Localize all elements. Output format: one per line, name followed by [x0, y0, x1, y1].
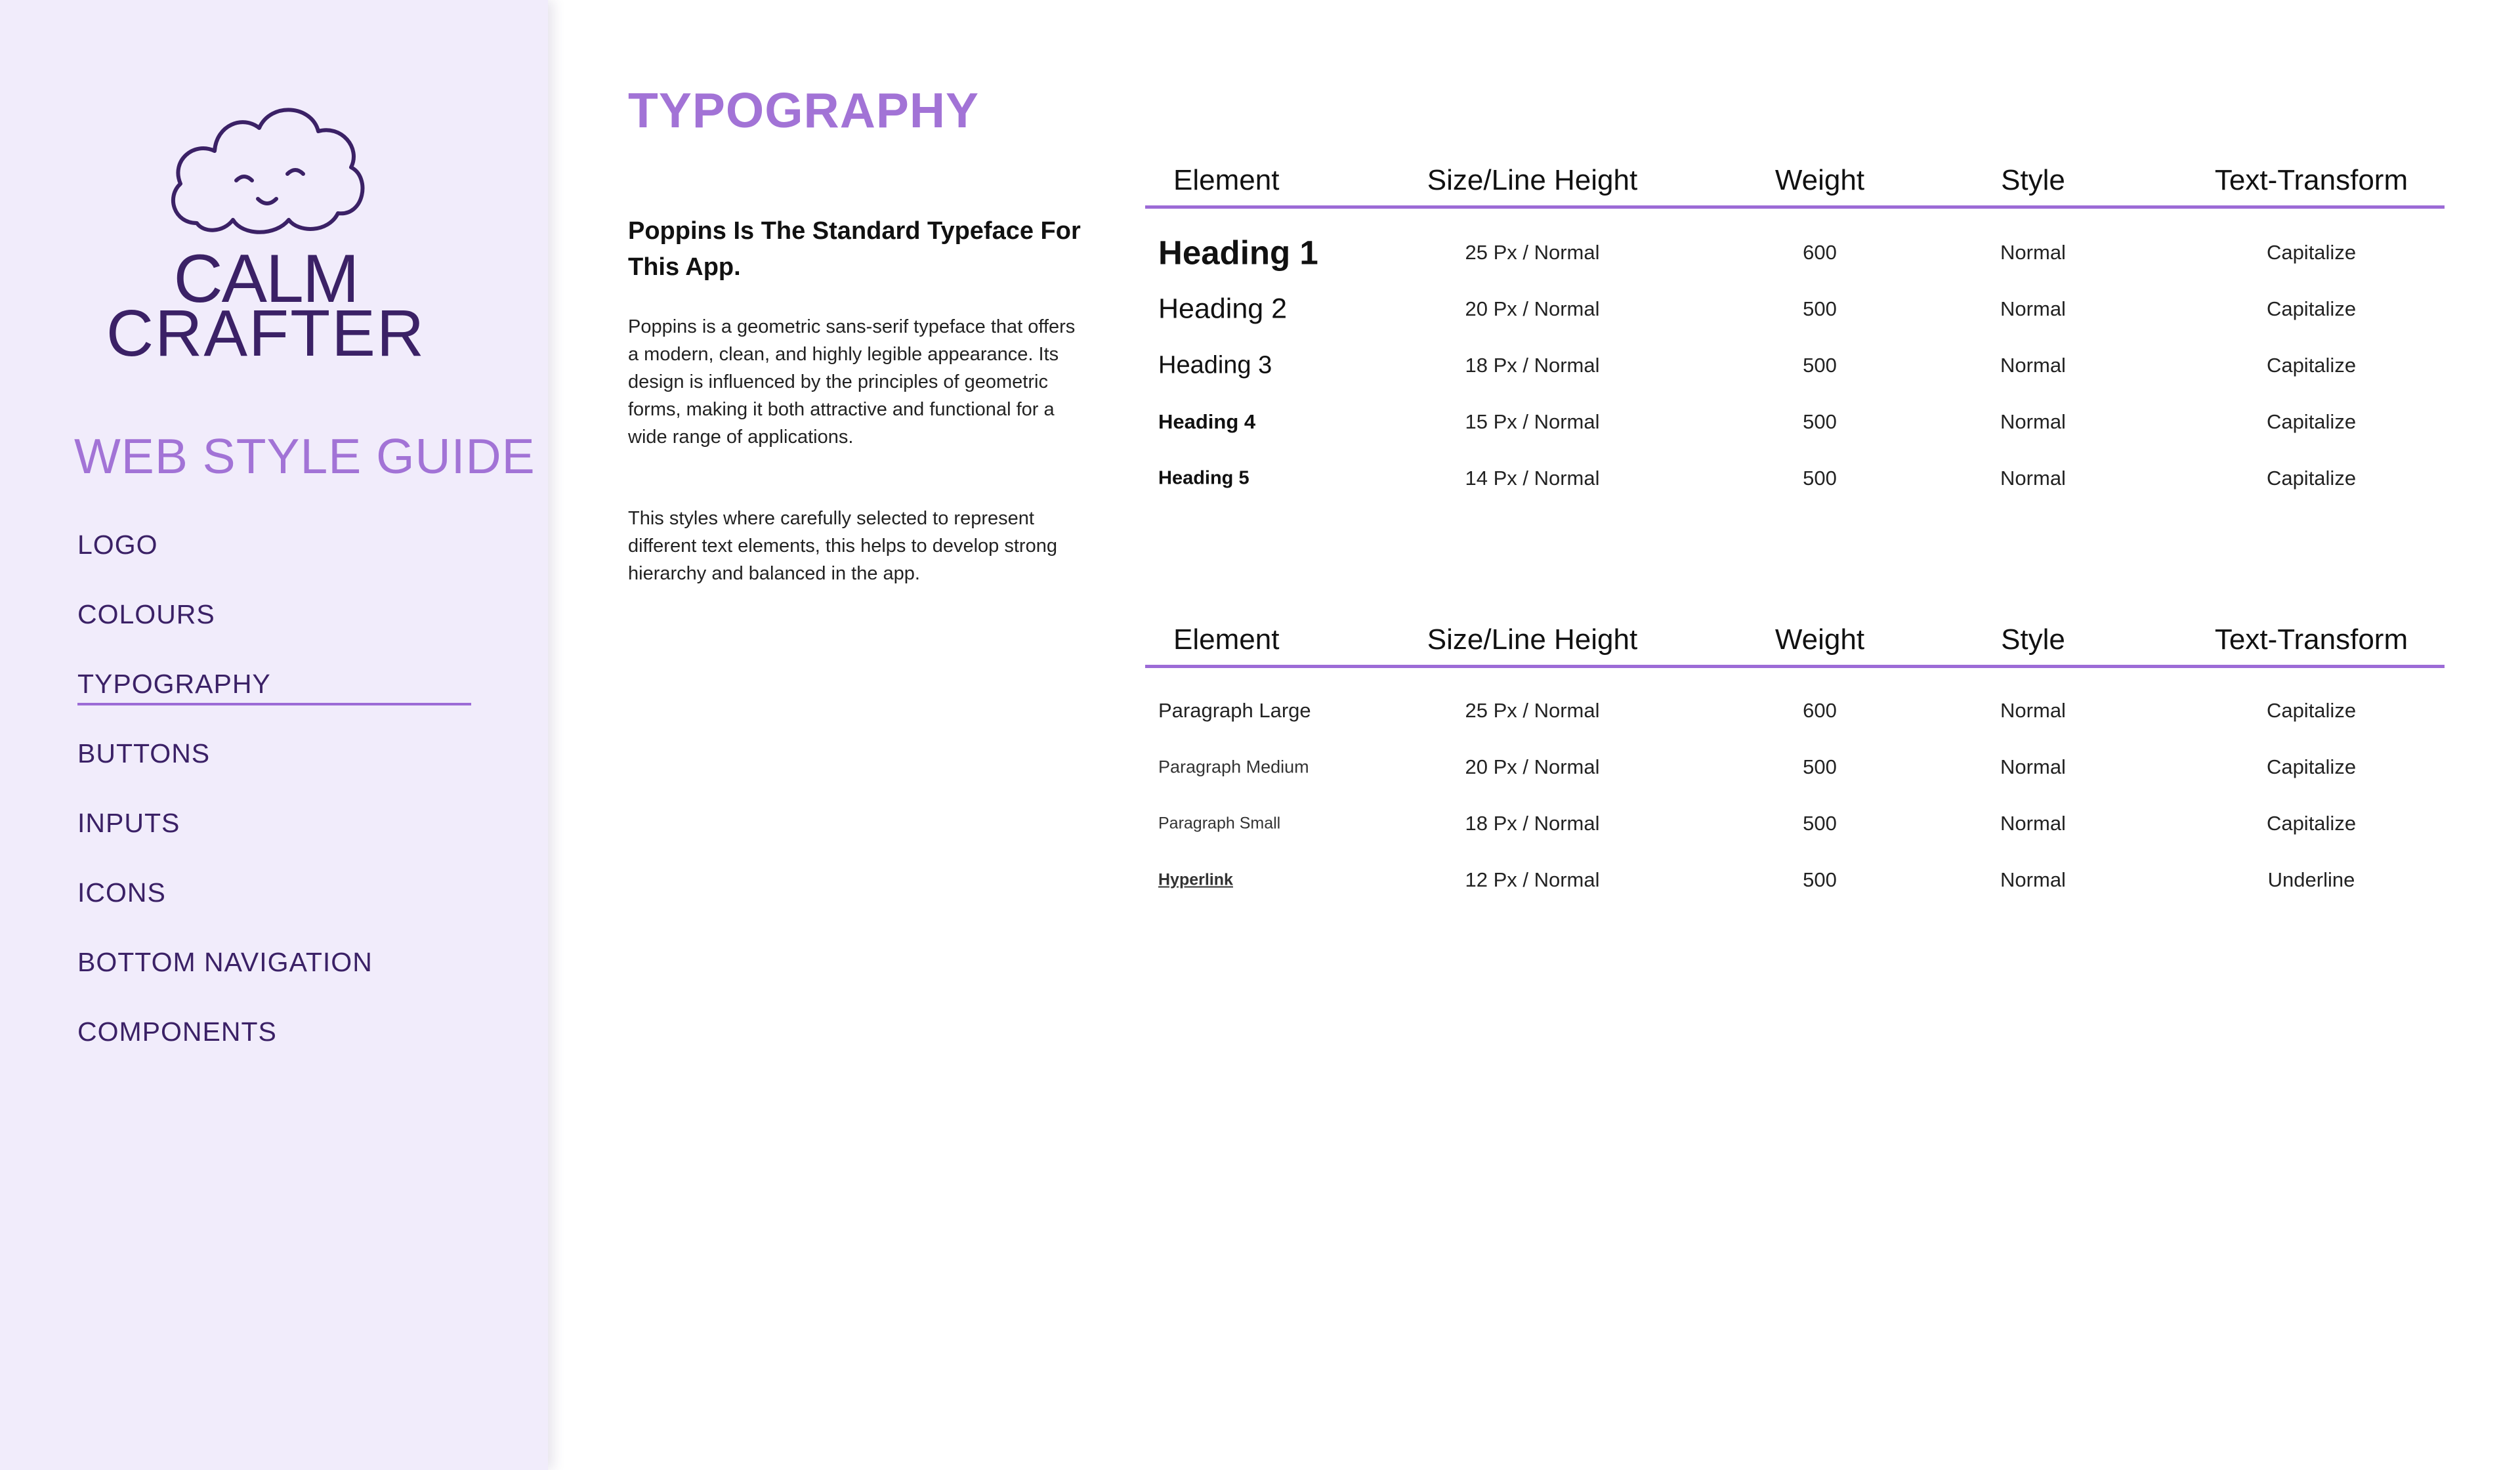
size-cell: 18 Px / Normal — [1465, 812, 1600, 835]
sidebar-item-logo[interactable]: LOGO — [77, 530, 158, 560]
logo-line-2: CRAFTER — [106, 297, 426, 358]
weight-cell: 500 — [1803, 868, 1837, 891]
column-header-style: Style — [2001, 164, 2065, 196]
weight-cell: 600 — [1803, 699, 1837, 722]
style-cell: Normal — [2000, 410, 2066, 433]
transform-cell: Capitalize — [2266, 297, 2357, 320]
column-header-element: Element — [1173, 164, 1280, 196]
table-row — [1145, 450, 2445, 507]
element-cell: Heading 4 — [1158, 410, 1256, 433]
sidebar-item-bottom-navigation[interactable]: BOTTOM NAVIGATION — [77, 947, 373, 977]
sidebar-item-inputs[interactable]: INPUTS — [77, 808, 180, 838]
column-header-style: Style — [2001, 623, 2065, 656]
table-row — [1145, 795, 2445, 852]
size-cell: 14 Px / Normal — [1465, 467, 1600, 490]
column-header-weight: Weight — [1774, 623, 1865, 656]
intro-paragraph: This styles where carefully selected to represent different text elements, this helps to develop strong hierarchy and balanced in the app. — [628, 508, 1057, 584]
weight-cell: 500 — [1803, 354, 1837, 377]
table-row — [1145, 852, 2445, 908]
table-row — [1145, 394, 2445, 450]
size-cell: 25 Px / Normal — [1465, 699, 1600, 722]
table-row — [1145, 224, 2445, 281]
intro-paragraph: Poppins is a geometric sans-serif typeface that offers a modern, clean, and highly legible appearance. Its design is influenced by the principles of geometric forms, making it both attractive and functional for a wide range of applications. — [628, 316, 1076, 448]
column-header-text-transform: Text-Transform — [2214, 164, 2408, 196]
column-header-element: Element — [1173, 623, 1280, 656]
logo-line-1: CALM — [173, 241, 358, 317]
transform-cell: Capitalize — [2266, 812, 2357, 835]
column-header-size: Size/Line Height — [1427, 623, 1638, 656]
weight-cell: 500 — [1803, 410, 1837, 433]
sidebar-item-icons[interactable]: ICONS — [77, 877, 166, 908]
element-cell: Paragraph Large — [1158, 699, 1311, 722]
page-title: TYPOGRAPHY — [628, 83, 980, 138]
sidebar-item-buttons[interactable]: BUTTONS — [77, 738, 211, 768]
element-cell: Heading 2 — [1158, 293, 1288, 325]
column-header-weight: Weight — [1774, 164, 1865, 196]
table-row — [1145, 739, 2445, 795]
transform-cell: Capitalize — [2266, 354, 2357, 377]
size-cell: 12 Px / Normal — [1465, 868, 1600, 891]
intro-section — [628, 213, 1087, 587]
transform-cell: Capitalize — [2266, 755, 2357, 778]
size-cell: 20 Px / Normal — [1465, 755, 1600, 778]
style-cell: Normal — [2000, 812, 2066, 835]
transform-cell: Underline — [2267, 868, 2355, 891]
cloud-smile-icon — [102, 56, 430, 358]
table-header — [1145, 161, 2445, 209]
style-cell: Normal — [2000, 297, 2066, 320]
sidebar-title: WEB STYLE GUIDE — [74, 429, 536, 484]
transform-cell: Capitalize — [2266, 410, 2357, 433]
weight-cell: 500 — [1803, 755, 1837, 778]
element-cell: Paragraph Medium — [1158, 757, 1309, 777]
weight-cell: 500 — [1803, 297, 1837, 320]
hyperlink-sample[interactable]: Hyperlink — [1158, 870, 1233, 889]
transform-cell: Capitalize — [2266, 467, 2357, 490]
table-row — [1145, 337, 2445, 394]
style-cell: Normal — [2000, 241, 2066, 264]
size-cell: 18 Px / Normal — [1465, 354, 1600, 377]
table-header — [1145, 620, 2445, 668]
calm-crafter-logo[interactable] — [102, 56, 430, 358]
weight-cell: 500 — [1803, 812, 1837, 835]
column-header-text-transform: Text-Transform — [2214, 623, 2408, 656]
table-row — [1145, 281, 2445, 337]
size-cell: 20 Px / Normal — [1465, 297, 1600, 320]
paragraphs-table — [1145, 620, 2445, 908]
weight-cell: 600 — [1803, 241, 1837, 264]
style-cell: Normal — [2000, 354, 2066, 377]
sidebar — [0, 0, 548, 1470]
weight-cell: 500 — [1803, 467, 1837, 490]
headings-table — [1145, 161, 2445, 507]
size-cell: 25 Px / Normal — [1465, 241, 1600, 264]
style-cell: Normal — [2000, 699, 2066, 722]
style-cell: Normal — [2000, 868, 2066, 891]
intro-heading: Poppins Is The Standard Typeface For This App. — [628, 217, 1081, 281]
element-cell: Paragraph Small — [1158, 814, 1281, 833]
style-cell: Normal — [2000, 755, 2066, 778]
style-cell: Normal — [2000, 467, 2066, 490]
transform-cell: Capitalize — [2266, 241, 2357, 264]
table-row — [1145, 682, 2445, 739]
element-cell: Heading 1 — [1158, 234, 1318, 272]
column-header-size: Size/Line Height — [1427, 164, 1638, 196]
sidebar-item-typography[interactable]: TYPOGRAPHY — [77, 667, 471, 737]
sidebar-nav — [77, 528, 471, 1085]
sidebar-item-colours[interactable]: COLOURS — [77, 599, 215, 629]
transform-cell: Capitalize — [2266, 699, 2357, 722]
sidebar-item-components[interactable]: COMPONENTS — [77, 1017, 277, 1047]
element-cell: Heading 3 — [1158, 351, 1272, 379]
size-cell: 15 Px / Normal — [1465, 410, 1600, 433]
element-cell: Heading 5 — [1158, 467, 1250, 489]
